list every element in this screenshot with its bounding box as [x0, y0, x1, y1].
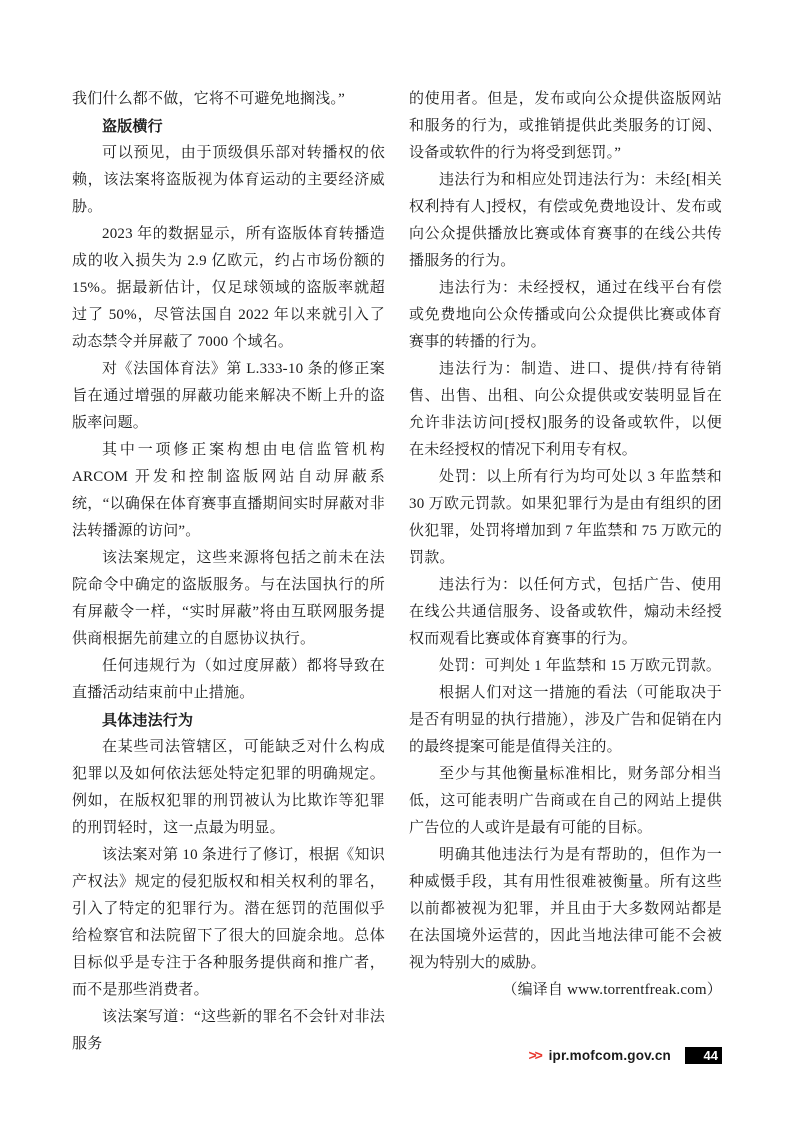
paragraph: 根据人们对这一措施的看法（可能取决于是否有明显的执行措施），涉及广告和促销在内的最终提案可能是值得关注的。 — [409, 685, 722, 755]
section-heading: 盗版横行 — [102, 118, 163, 135]
paragraph: 至少与其他衡量标准相比，财务部分相当低，这可能表明广告商或在自己的网站上提供广告位的人或许是最有可能的目标。 — [409, 766, 722, 836]
paragraph: 该法案对第 10 条进行了修订，根据《知识产权法》规定的侵犯版权和相关权利的罪名，引入了特定的犯罪行为。潜在惩罚的范围似乎给检察官和法院留下了很大的回旋余地。总体目标似乎是专注于各种服务提供商和推广者，而不是那些消费者。 — [72, 847, 385, 998]
paragraph: 可以预见，由于顶级俱乐部对转播权的依赖，该法案将盗版视为体育运动的主要经济威胁。 — [72, 145, 385, 215]
paragraph: 该法案规定，这些来源将包括之前未在法院命令中确定的盗版服务。与在法国执行的所有屏蔽令一样，“实时屏蔽”将由互联网服务提供商根据先前建立的自愿协议执行。 — [72, 550, 385, 647]
paragraph: 违法行为：制造、进口、提供/持有待销售、出售、出租、向公众提供或安装明显旨在允许非法访问[授权]服务的设备或软件，以便在未经授权的情况下利用专有权。 — [409, 361, 722, 458]
paragraph: 违法行为：以任何方式，包括广告、使用在线公共通信服务、设备或软件，煽动未经授权而观看比赛或体育赛事的行为。 — [409, 577, 722, 647]
paragraph: 2023 年的数据显示，所有盗版体育转播造成的收入损失为 2.9 亿欧元，约占市场份额的 15%。据最新估计，仅足球领域的盗版率就超过了 50%，尽管法国自 2022 年以来就引入了动态禁令并屏蔽了 7000 个域名。 — [72, 226, 385, 350]
page-number-badge: 44 — [685, 1047, 722, 1064]
double-chevron-right-icon: >> — [528, 1047, 541, 1063]
paragraph: 其中一项修正案构想由电信监管机构 ARCOM 开发和控制盗版网站自动屏蔽系统，“以确保在体育赛事直播期间实时屏蔽对非法转播源的访问”。 — [72, 442, 385, 539]
text-column-right — [409, 86, 722, 1058]
paragraph: 的使用者。但是，发布或向公众提供盗版网站和服务的行为，或推销提供此类服务的订阅、设备或软件的行为将受到惩罚。” — [409, 91, 722, 161]
paragraph: 处罚：以上所有行为均可处以 3 年监禁和 30 万欧元罚款。如果犯罪行为是由有组织的团伙犯罪，处罚将增加到 7 年监禁和 75 万欧元的罚款。 — [409, 469, 722, 566]
paragraph: （编译自 www.torrentfreak.com） — [502, 982, 722, 998]
paragraph: 违法行为和相应处罚违法行为：未经[相关权利持有人]授权，有偿或免费地设计、发布或向公众提供播放比赛或体育赛事的在线公共传播服务的行为。 — [409, 172, 722, 269]
paragraph: 任何违规行为（如过度屏蔽）都将导致在直播活动结束前中止措施。 — [72, 658, 385, 701]
paragraph: 明确其他违法行为是有帮助的，但作为一种威慑手段，其有用性很难被衡量。所有这些以前都被视为犯罪，并且由于大多数网站都是在法国境外运营的，因此当地法律可能不会被视为特别大的威胁。 — [409, 847, 722, 971]
paragraph: 处罚：可判处 1 年监禁和 15 万欧元罚款。 — [439, 658, 722, 674]
paragraph: 我们什么都不做，它将不可避免地搁浅。” — [72, 91, 345, 107]
page-footer — [528, 1044, 722, 1066]
paragraph: 对《法国体育法》第 L.333-10 条的修正案旨在通过增强的屏蔽功能来解决不断上升的盗版率问题。 — [72, 361, 385, 431]
footer-site-url[interactable]: ipr.mofcom.gov.cn — [548, 1047, 671, 1063]
paragraph: 该法案写道：“这些新的罪名不会针对非法服务 — [72, 1009, 385, 1052]
paragraph: 违法行为：未经授权，通过在线平台有偿或免费地向公众传播或向公众提供比赛或体育赛事的转播的行为。 — [409, 280, 722, 350]
text-column-left — [72, 86, 385, 1058]
section-heading: 具体违法行为 — [102, 712, 194, 729]
article-body — [72, 86, 722, 1058]
paragraph: 在某些司法管辖区，可能缺乏对什么构成犯罪以及如何依法惩处特定犯罪的明确规定。例如，在版权犯罪的刑罚被认为比欺诈等犯罪的刑罚轻时，这一点最为明显。 — [72, 739, 385, 836]
